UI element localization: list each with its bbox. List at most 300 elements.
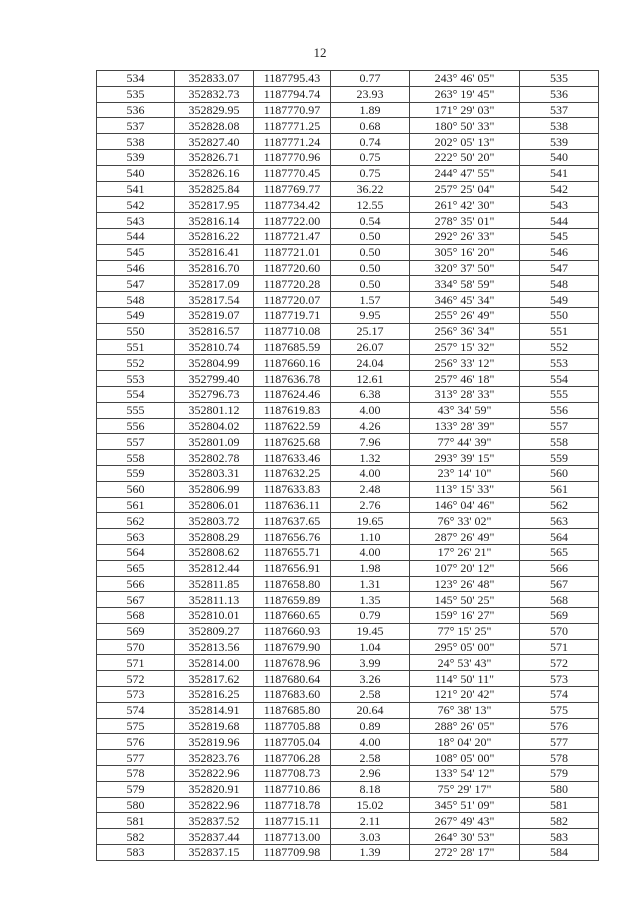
x-coordinate-cell: 352810.01 [175, 608, 254, 624]
next-point-cell: 566 [520, 560, 599, 576]
point-number-cell: 561 [97, 497, 175, 513]
next-point-cell: 565 [520, 544, 599, 560]
table-row [97, 418, 599, 434]
distance-cell: 0.50 [331, 260, 410, 276]
x-coordinate-cell: 352827.40 [175, 134, 254, 150]
next-point-cell: 549 [520, 292, 599, 308]
table-row [97, 592, 599, 608]
point-number-cell: 556 [97, 418, 175, 434]
distance-cell: 2.76 [331, 497, 410, 513]
bearing-cell: 346° 45' 34" [410, 292, 520, 308]
y-coordinate-cell: 1187769.77 [254, 181, 331, 197]
point-number-cell: 582 [97, 829, 175, 845]
next-point-cell: 535 [520, 71, 599, 87]
distance-cell: 4.26 [331, 418, 410, 434]
x-coordinate-cell: 352811.85 [175, 576, 254, 592]
distance-cell: 0.68 [331, 118, 410, 134]
x-coordinate-cell: 352816.57 [175, 323, 254, 339]
point-number-cell: 550 [97, 323, 175, 339]
distance-cell: 9.95 [331, 307, 410, 323]
bearing-cell: 305° 16' 20" [410, 244, 520, 260]
x-coordinate-cell: 352820.91 [175, 781, 254, 797]
table-row [97, 513, 599, 529]
x-coordinate-cell: 352809.27 [175, 623, 254, 639]
bearing-cell: 222° 50' 20" [410, 149, 520, 165]
next-point-cell: 571 [520, 639, 599, 655]
table-row [97, 750, 599, 766]
table-row [97, 544, 599, 560]
table-row [97, 639, 599, 655]
point-number-cell: 559 [97, 465, 175, 481]
y-coordinate-cell: 1187685.59 [254, 339, 331, 355]
next-point-cell: 561 [520, 481, 599, 497]
table-row [97, 560, 599, 576]
bearing-cell: 18° 04' 20" [410, 734, 520, 750]
next-point-cell: 542 [520, 181, 599, 197]
y-coordinate-cell: 1187771.24 [254, 134, 331, 150]
table-row [97, 323, 599, 339]
bearing-cell: 244° 47' 55" [410, 165, 520, 181]
table-row [97, 671, 599, 687]
point-number-cell: 571 [97, 655, 175, 671]
next-point-cell: 547 [520, 260, 599, 276]
distance-cell: 0.50 [331, 276, 410, 292]
point-number-cell: 568 [97, 608, 175, 624]
distance-cell: 7.96 [331, 434, 410, 450]
x-coordinate-cell: 352837.44 [175, 829, 254, 845]
x-coordinate-cell: 352828.08 [175, 118, 254, 134]
point-number-cell: 573 [97, 687, 175, 703]
bearing-cell: 159° 16' 27" [410, 608, 520, 624]
distance-cell: 3.99 [331, 655, 410, 671]
bearing-cell: 133° 54' 12" [410, 766, 520, 782]
point-number-cell: 546 [97, 260, 175, 276]
next-point-cell: 580 [520, 781, 599, 797]
next-point-cell: 546 [520, 244, 599, 260]
point-number-cell: 575 [97, 718, 175, 734]
table-row [97, 86, 599, 102]
x-coordinate-cell: 352814.91 [175, 702, 254, 718]
table-row [97, 386, 599, 402]
distance-cell: 1.57 [331, 292, 410, 308]
x-coordinate-cell: 352811.13 [175, 592, 254, 608]
bearing-cell: 256° 36' 34" [410, 323, 520, 339]
bearing-cell: 272° 28' 17" [410, 845, 520, 861]
bearing-cell: 123° 26' 48" [410, 576, 520, 592]
y-coordinate-cell: 1187656.76 [254, 529, 331, 545]
table-row [97, 718, 599, 734]
point-number-cell: 572 [97, 671, 175, 687]
next-point-cell: 568 [520, 592, 599, 608]
distance-cell: 12.61 [331, 371, 410, 387]
next-point-cell: 560 [520, 465, 599, 481]
table-row [97, 481, 599, 497]
next-point-cell: 558 [520, 434, 599, 450]
next-point-cell: 538 [520, 118, 599, 134]
point-number-cell: 566 [97, 576, 175, 592]
x-coordinate-cell: 352813.56 [175, 639, 254, 655]
point-number-cell: 564 [97, 544, 175, 560]
bearing-cell: 146° 04' 46" [410, 497, 520, 513]
bearing-cell: 243° 46' 05" [410, 71, 520, 87]
table-row [97, 260, 599, 276]
next-point-cell: 537 [520, 102, 599, 118]
distance-cell: 1.10 [331, 529, 410, 545]
next-point-cell: 570 [520, 623, 599, 639]
y-coordinate-cell: 1187705.04 [254, 734, 331, 750]
table-row [97, 450, 599, 466]
table-row [97, 102, 599, 118]
bearing-cell: 255° 26' 49" [410, 307, 520, 323]
x-coordinate-cell: 352816.14 [175, 213, 254, 229]
bearing-cell: 292° 26' 33" [410, 228, 520, 244]
x-coordinate-cell: 352816.41 [175, 244, 254, 260]
bearing-cell: 256° 33' 12" [410, 355, 520, 371]
point-number-cell: 563 [97, 529, 175, 545]
table-row [97, 118, 599, 134]
y-coordinate-cell: 1187637.65 [254, 513, 331, 529]
table-row [97, 781, 599, 797]
x-coordinate-cell: 352832.73 [175, 86, 254, 102]
bearing-cell: 202° 05' 13" [410, 134, 520, 150]
point-number-cell: 541 [97, 181, 175, 197]
y-coordinate-cell: 1187720.60 [254, 260, 331, 276]
y-coordinate-cell: 1187713.00 [254, 829, 331, 845]
table-row [97, 228, 599, 244]
point-number-cell: 570 [97, 639, 175, 655]
x-coordinate-cell: 352823.76 [175, 750, 254, 766]
distance-cell: 1.39 [331, 845, 410, 861]
x-coordinate-cell: 352822.96 [175, 766, 254, 782]
y-coordinate-cell: 1187705.88 [254, 718, 331, 734]
bearing-cell: 334° 58' 59" [410, 276, 520, 292]
point-number-cell: 545 [97, 244, 175, 260]
point-number-cell: 574 [97, 702, 175, 718]
distance-cell: 20.64 [331, 702, 410, 718]
bearing-cell: 257° 25' 04" [410, 181, 520, 197]
y-coordinate-cell: 1187679.90 [254, 639, 331, 655]
next-point-cell: 559 [520, 450, 599, 466]
y-coordinate-cell: 1187658.80 [254, 576, 331, 592]
point-number-cell: 534 [97, 71, 175, 87]
point-number-cell: 555 [97, 402, 175, 418]
next-point-cell: 584 [520, 845, 599, 861]
table-row [97, 371, 599, 387]
point-number-cell: 553 [97, 371, 175, 387]
point-number-cell: 558 [97, 450, 175, 466]
table-row [97, 276, 599, 292]
distance-cell: 3.03 [331, 829, 410, 845]
point-number-cell: 551 [97, 339, 175, 355]
distance-cell: 12.55 [331, 197, 410, 213]
y-coordinate-cell: 1187636.11 [254, 497, 331, 513]
x-coordinate-cell: 352819.96 [175, 734, 254, 750]
distance-cell: 23.93 [331, 86, 410, 102]
table-row [97, 355, 599, 371]
point-number-cell: 552 [97, 355, 175, 371]
distance-cell: 1.35 [331, 592, 410, 608]
bearing-cell: 313° 28' 33" [410, 386, 520, 402]
next-point-cell: 572 [520, 655, 599, 671]
bearing-cell: 107° 20' 12" [410, 560, 520, 576]
y-coordinate-cell: 1187720.28 [254, 276, 331, 292]
point-number-cell: 567 [97, 592, 175, 608]
table-row [97, 734, 599, 750]
y-coordinate-cell: 1187770.45 [254, 165, 331, 181]
bearing-cell: 76° 33' 02" [410, 513, 520, 529]
point-number-cell: 579 [97, 781, 175, 797]
table-row [97, 623, 599, 639]
distance-cell: 0.75 [331, 165, 410, 181]
point-number-cell: 578 [97, 766, 175, 782]
bearing-cell: 17° 26' 21" [410, 544, 520, 560]
y-coordinate-cell: 1187794.74 [254, 86, 331, 102]
table-row [97, 829, 599, 845]
table-row [97, 797, 599, 813]
distance-cell: 1.04 [331, 639, 410, 655]
y-coordinate-cell: 1187771.25 [254, 118, 331, 134]
y-coordinate-cell: 1187660.65 [254, 608, 331, 624]
x-coordinate-cell: 352833.07 [175, 71, 254, 87]
y-coordinate-cell: 1187706.28 [254, 750, 331, 766]
bearing-cell: 76° 38' 13" [410, 702, 520, 718]
x-coordinate-cell: 352825.84 [175, 181, 254, 197]
next-point-cell: 550 [520, 307, 599, 323]
y-coordinate-cell: 1187795.43 [254, 71, 331, 87]
distance-cell: 19.45 [331, 623, 410, 639]
bearing-cell: 261° 42' 30" [410, 197, 520, 213]
x-coordinate-cell: 352808.29 [175, 529, 254, 545]
x-coordinate-cell: 352816.25 [175, 687, 254, 703]
x-coordinate-cell: 352837.52 [175, 813, 254, 829]
distance-cell: 1.32 [331, 450, 410, 466]
x-coordinate-cell: 352804.02 [175, 418, 254, 434]
table-row [97, 766, 599, 782]
bearing-cell: 24° 53' 43" [410, 655, 520, 671]
bearing-cell: 264° 30' 53" [410, 829, 520, 845]
next-point-cell: 554 [520, 371, 599, 387]
bearing-cell: 267° 49' 43" [410, 813, 520, 829]
y-coordinate-cell: 1187709.98 [254, 845, 331, 861]
y-coordinate-cell: 1187685.80 [254, 702, 331, 718]
distance-cell: 15.02 [331, 797, 410, 813]
y-coordinate-cell: 1187770.97 [254, 102, 331, 118]
point-number-cell: 538 [97, 134, 175, 150]
bearing-cell: 263° 19' 45" [410, 86, 520, 102]
table-row [97, 497, 599, 513]
y-coordinate-cell: 1187659.89 [254, 592, 331, 608]
bearing-cell: 133° 28' 39" [410, 418, 520, 434]
next-point-cell: 541 [520, 165, 599, 181]
bearing-cell: 43° 34' 59" [410, 402, 520, 418]
bearing-cell: 75° 29' 17" [410, 781, 520, 797]
x-coordinate-cell: 352806.99 [175, 481, 254, 497]
bearing-cell: 278° 35' 01" [410, 213, 520, 229]
bearing-cell: 114° 50' 11" [410, 671, 520, 687]
y-coordinate-cell: 1187721.47 [254, 228, 331, 244]
next-point-cell: 577 [520, 734, 599, 750]
bearing-cell: 287° 26' 49" [410, 529, 520, 545]
table-row [97, 165, 599, 181]
distance-cell: 3.26 [331, 671, 410, 687]
y-coordinate-cell: 1187718.78 [254, 797, 331, 813]
distance-cell: 2.96 [331, 766, 410, 782]
point-number-cell: 537 [97, 118, 175, 134]
bearing-cell: 145° 50' 25" [410, 592, 520, 608]
next-point-cell: 582 [520, 813, 599, 829]
bearing-cell: 77° 44' 39" [410, 434, 520, 450]
y-coordinate-cell: 1187734.42 [254, 197, 331, 213]
x-coordinate-cell: 352822.96 [175, 797, 254, 813]
table-row [97, 845, 599, 861]
distance-cell: 4.00 [331, 544, 410, 560]
x-coordinate-cell: 352801.12 [175, 402, 254, 418]
table-row [97, 687, 599, 703]
next-point-cell: 563 [520, 513, 599, 529]
next-point-cell: 548 [520, 276, 599, 292]
bearing-cell: 293° 39' 15" [410, 450, 520, 466]
y-coordinate-cell: 1187633.46 [254, 450, 331, 466]
next-point-cell: 557 [520, 418, 599, 434]
table-row [97, 134, 599, 150]
point-number-cell: 581 [97, 813, 175, 829]
y-coordinate-cell: 1187625.68 [254, 434, 331, 450]
point-number-cell: 562 [97, 513, 175, 529]
page-number: 12 [313, 45, 327, 60]
next-point-cell: 544 [520, 213, 599, 229]
distance-cell: 0.50 [331, 228, 410, 244]
bearing-cell: 257° 46' 18" [410, 371, 520, 387]
distance-cell: 0.89 [331, 718, 410, 734]
table-row [97, 71, 599, 87]
distance-cell: 0.74 [331, 134, 410, 150]
y-coordinate-cell: 1187720.07 [254, 292, 331, 308]
bearing-cell: 113° 15' 33" [410, 481, 520, 497]
y-coordinate-cell: 1187619.83 [254, 402, 331, 418]
table-row [97, 213, 599, 229]
point-number-cell: 560 [97, 481, 175, 497]
x-coordinate-cell: 352816.70 [175, 260, 254, 276]
y-coordinate-cell: 1187633.83 [254, 481, 331, 497]
point-number-cell: 540 [97, 165, 175, 181]
next-point-cell: 562 [520, 497, 599, 513]
table-row [97, 339, 599, 355]
point-number-cell: 547 [97, 276, 175, 292]
point-number-cell: 535 [97, 86, 175, 102]
bearing-cell: 180° 50' 33" [410, 118, 520, 134]
table-row [97, 465, 599, 481]
next-point-cell: 540 [520, 149, 599, 165]
x-coordinate-cell: 352817.54 [175, 292, 254, 308]
point-number-cell: 569 [97, 623, 175, 639]
y-coordinate-cell: 1187656.91 [254, 560, 331, 576]
distance-cell: 1.89 [331, 102, 410, 118]
bearing-cell: 295° 05' 00" [410, 639, 520, 655]
table-row [97, 292, 599, 308]
distance-cell: 19.65 [331, 513, 410, 529]
distance-cell: 4.00 [331, 465, 410, 481]
y-coordinate-cell: 1187708.73 [254, 766, 331, 782]
distance-cell: 4.00 [331, 402, 410, 418]
x-coordinate-cell: 352804.99 [175, 355, 254, 371]
x-coordinate-cell: 352801.09 [175, 434, 254, 450]
table-row [97, 702, 599, 718]
next-point-cell: 543 [520, 197, 599, 213]
point-number-cell: 539 [97, 149, 175, 165]
y-coordinate-cell: 1187722.00 [254, 213, 331, 229]
bearing-cell: 257° 15' 32" [410, 339, 520, 355]
y-coordinate-cell: 1187624.46 [254, 386, 331, 402]
survey-coordinates-table [96, 70, 599, 861]
distance-cell: 8.18 [331, 781, 410, 797]
distance-cell: 2.11 [331, 813, 410, 829]
x-coordinate-cell: 352837.15 [175, 845, 254, 861]
next-point-cell: 567 [520, 576, 599, 592]
x-coordinate-cell: 352829.95 [175, 102, 254, 118]
y-coordinate-cell: 1187710.08 [254, 323, 331, 339]
next-point-cell: 573 [520, 671, 599, 687]
y-coordinate-cell: 1187678.96 [254, 655, 331, 671]
distance-cell: 1.98 [331, 560, 410, 576]
point-number-cell: 548 [97, 292, 175, 308]
x-coordinate-cell: 352817.95 [175, 197, 254, 213]
next-point-cell: 575 [520, 702, 599, 718]
table-row [97, 197, 599, 213]
y-coordinate-cell: 1187719.71 [254, 307, 331, 323]
distance-cell: 6.38 [331, 386, 410, 402]
distance-cell: 0.77 [331, 71, 410, 87]
table-row [97, 244, 599, 260]
table-body [97, 71, 599, 861]
next-point-cell: 552 [520, 339, 599, 355]
bearing-cell: 288° 26' 05" [410, 718, 520, 734]
point-number-cell: 549 [97, 307, 175, 323]
distance-cell: 4.00 [331, 734, 410, 750]
y-coordinate-cell: 1187715.11 [254, 813, 331, 829]
point-number-cell: 542 [97, 197, 175, 213]
next-point-cell: 583 [520, 829, 599, 845]
table-row [97, 529, 599, 545]
y-coordinate-cell: 1187655.71 [254, 544, 331, 560]
table-row [97, 307, 599, 323]
point-number-cell: 543 [97, 213, 175, 229]
x-coordinate-cell: 352808.62 [175, 544, 254, 560]
point-number-cell: 580 [97, 797, 175, 813]
distance-cell: 0.79 [331, 608, 410, 624]
x-coordinate-cell: 352816.22 [175, 228, 254, 244]
x-coordinate-cell: 352802.78 [175, 450, 254, 466]
y-coordinate-cell: 1187622.59 [254, 418, 331, 434]
distance-cell: 1.31 [331, 576, 410, 592]
next-point-cell: 579 [520, 766, 599, 782]
distance-cell: 36.22 [331, 181, 410, 197]
point-number-cell: 544 [97, 228, 175, 244]
next-point-cell: 536 [520, 86, 599, 102]
bearing-cell: 345° 51' 09" [410, 797, 520, 813]
table-row [97, 149, 599, 165]
point-number-cell: 583 [97, 845, 175, 861]
distance-cell: 0.75 [331, 149, 410, 165]
distance-cell: 24.04 [331, 355, 410, 371]
bearing-cell: 23° 14' 10" [410, 465, 520, 481]
bearing-cell: 77° 15' 25" [410, 623, 520, 639]
next-point-cell: 564 [520, 529, 599, 545]
distance-cell: 2.48 [331, 481, 410, 497]
x-coordinate-cell: 352817.09 [175, 276, 254, 292]
bearing-cell: 121° 20' 42" [410, 687, 520, 703]
next-point-cell: 578 [520, 750, 599, 766]
y-coordinate-cell: 1187721.01 [254, 244, 331, 260]
